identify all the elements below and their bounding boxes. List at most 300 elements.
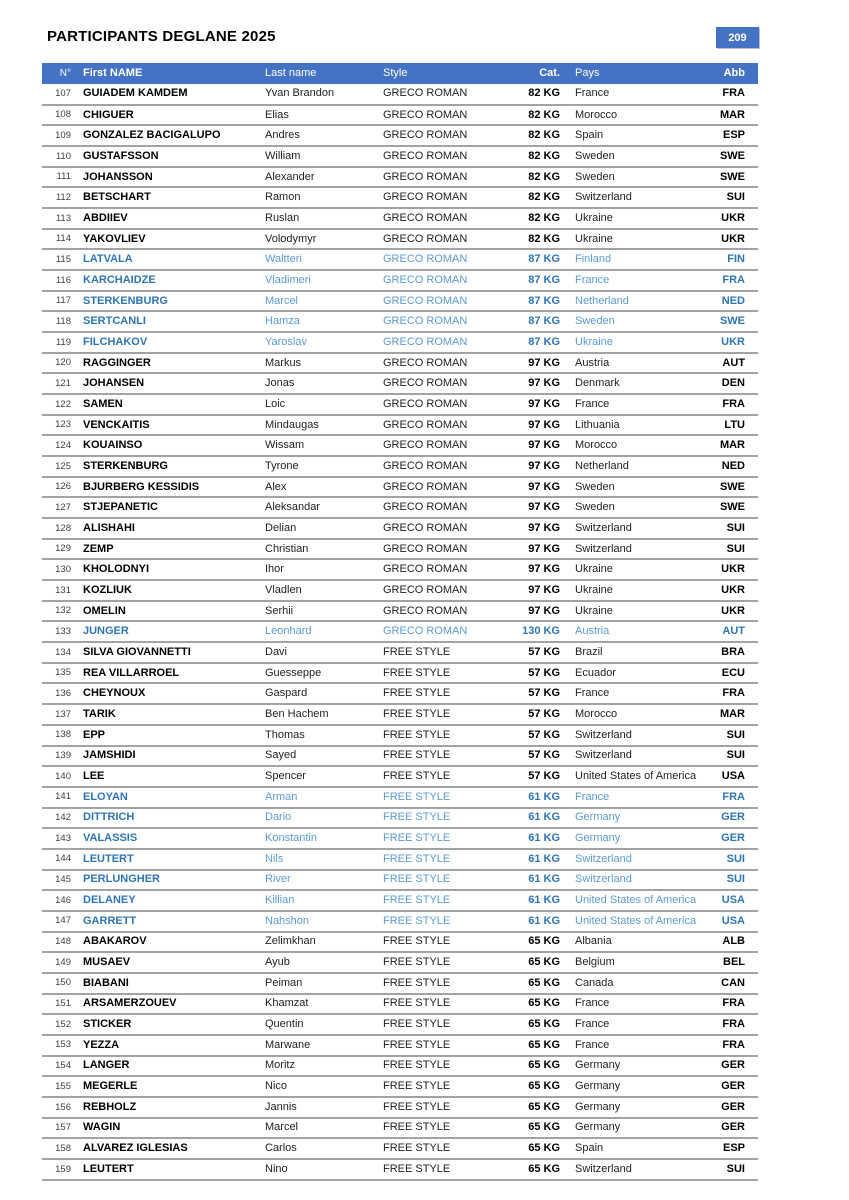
table-row <box>42 559 758 580</box>
last-name-cell: Loic <box>265 397 286 410</box>
country-cell: Ecuador <box>575 666 616 679</box>
first-name-cell: REA VILLARROEL <box>83 666 180 679</box>
participant-number-cell: 107 <box>55 88 71 100</box>
table-header-row <box>42 63 758 84</box>
country-cell: France <box>575 1038 610 1051</box>
participant-number-cell: 157 <box>55 1122 71 1134</box>
participant-number-cell: 127 <box>55 502 71 514</box>
table-row <box>42 725 758 746</box>
last-name-cell: Guesseppe <box>265 666 322 679</box>
country-cell: France <box>575 997 610 1010</box>
participant-number-cell: 121 <box>55 377 71 389</box>
first-name-cell: STERKENBURG <box>83 294 168 307</box>
last-name-cell: Ramon <box>265 191 301 204</box>
participant-number-cell: 144 <box>55 853 71 865</box>
country-abbrev-cell: MAR <box>719 108 745 121</box>
weight-category-cell: 97 KG <box>528 439 560 452</box>
style-cell: FREE STYLE <box>383 1059 451 1072</box>
table-row <box>42 621 758 642</box>
table-row <box>42 870 758 891</box>
table-row <box>42 539 758 560</box>
last-name-cell: Jonas <box>265 377 295 390</box>
country-abbrev-cell: UKR <box>721 211 745 224</box>
style-cell: GRECO ROMAN <box>383 315 468 328</box>
country-cell: Morocco <box>575 707 618 720</box>
style-cell: FREE STYLE <box>383 1018 451 1031</box>
country-abbrev-cell: ESP <box>722 1142 745 1155</box>
weight-category-cell: 57 KG <box>528 770 560 782</box>
weight-category-cell: 61 KG <box>528 914 560 927</box>
table-row <box>42 105 758 126</box>
first-name-cell: LEE <box>83 770 105 782</box>
last-name-cell: Waltteri <box>265 253 302 266</box>
table-row <box>42 766 758 787</box>
country-cell: Sweden <box>575 315 615 328</box>
participant-number-cell: 129 <box>55 543 71 555</box>
style-cell: FREE STYLE <box>383 749 451 762</box>
country-abbrev-cell: SUI <box>726 521 745 534</box>
weight-category-cell: 97 KG <box>528 604 560 617</box>
style-cell: GRECO ROMAN <box>383 108 468 121</box>
weight-category-cell: 87 KG <box>528 273 560 286</box>
last-name-cell: Peiman <box>265 976 303 989</box>
first-name-cell: KARCHAIDZE <box>83 273 156 286</box>
first-name-cell: KOZLIUK <box>83 583 132 596</box>
last-name-cell: Marcel <box>265 1121 299 1134</box>
style-cell: GRECO ROMAN <box>383 211 468 224</box>
country-abbrev-cell: NED <box>721 459 745 472</box>
weight-category-cell: 87 KG <box>528 335 560 348</box>
first-name-cell: STERKENBURG <box>83 459 168 472</box>
country-cell: France <box>575 397 610 410</box>
country-cell: Germany <box>575 1080 621 1093</box>
table-row <box>42 808 758 829</box>
country-abbrev-cell: SWE <box>719 170 745 183</box>
country-abbrev-cell: FRA <box>722 997 745 1010</box>
style-cell: GRECO ROMAN <box>383 170 468 183</box>
weight-category-cell: 61 KG <box>528 894 560 907</box>
country-abbrev-cell: SUI <box>726 191 745 204</box>
style-cell: GRECO ROMAN <box>383 604 468 617</box>
country-abbrev-cell: GER <box>721 1080 745 1093</box>
first-name-cell: VALASSIS <box>83 832 138 845</box>
participant-number-cell: 124 <box>55 440 71 451</box>
participant-number-cell: 114 <box>55 233 71 245</box>
weight-category-cell: 82 KG <box>528 149 560 162</box>
style-cell: FREE STYLE <box>383 894 451 907</box>
country-cell: Ukraine <box>575 604 613 617</box>
table-row <box>42 1097 758 1118</box>
weight-category-cell: 82 KG <box>528 108 560 121</box>
country-abbrev-cell: FRA <box>722 397 745 410</box>
weight-category-cell: 57 KG <box>528 645 560 658</box>
country-abbrev-cell: FRA <box>722 1018 745 1031</box>
weight-category-cell: 65 KG <box>528 1100 560 1113</box>
last-name-cell: Ayub <box>265 956 290 969</box>
style-cell: FREE STYLE <box>383 832 451 845</box>
country-abbrev-cell: SUI <box>726 873 745 886</box>
style-cell: FREE STYLE <box>383 1038 451 1051</box>
weight-category-cell: 97 KG <box>528 377 560 390</box>
participants-table-body <box>42 84 758 1180</box>
table-row <box>42 601 758 622</box>
participant-number-cell: 120 <box>55 357 71 369</box>
country-cell: United States of America <box>575 894 697 907</box>
country-abbrev-cell: UKR <box>721 335 745 348</box>
style-cell: GRECO ROMAN <box>383 253 468 266</box>
table-row <box>42 683 758 704</box>
last-name-cell: Nahshon <box>265 914 310 927</box>
country-abbrev-cell: FRA <box>722 1038 745 1051</box>
last-name-cell: Markus <box>265 356 302 369</box>
country-cell: Germany <box>575 811 621 824</box>
table-row <box>42 125 758 146</box>
country-cell: Denmark <box>575 377 620 390</box>
table-row <box>42 332 758 353</box>
participant-number-cell: 118 <box>55 315 71 327</box>
country-abbrev-cell: ESP <box>722 129 745 142</box>
participant-number-cell: 119 <box>55 336 71 348</box>
last-name-cell: Mindaugas <box>265 418 319 431</box>
style-cell: GRECO ROMAN <box>383 273 468 286</box>
participant-number-cell: 152 <box>55 1018 71 1030</box>
style-cell: GRECO ROMAN <box>383 542 468 555</box>
country-abbrev-cell: SUI <box>726 542 745 555</box>
first-name-cell: GUSTAFSSON <box>83 149 159 162</box>
participant-number-cell: 154 <box>55 1060 71 1072</box>
weight-category-cell: 65 KG <box>528 976 560 989</box>
country-cell: Germany <box>575 1059 621 1072</box>
weight-category-cell: 97 KG <box>528 583 560 596</box>
country-cell: Switzerland <box>575 728 632 741</box>
last-name-cell: River <box>265 873 291 886</box>
participant-number-cell: 117 <box>55 295 71 307</box>
table-row <box>42 249 758 270</box>
country-cell: Spain <box>575 1142 604 1155</box>
table-row <box>42 208 758 229</box>
country-cell: Switzerland <box>575 873 632 886</box>
participant-number-cell: 148 <box>55 936 71 948</box>
weight-category-cell: 82 KG <box>528 191 560 204</box>
last-name-cell: Konstantin <box>265 832 317 845</box>
table-row <box>42 952 758 973</box>
country-cell: United States of America <box>575 770 697 782</box>
first-name-cell: JOHANSEN <box>83 377 145 390</box>
last-name-cell: Davi <box>265 645 288 658</box>
country-cell: Ukraine <box>575 211 613 224</box>
first-name-cell: BIABANI <box>83 976 129 989</box>
country-cell: France <box>575 1018 610 1031</box>
country-abbrev-cell: SWE <box>719 501 745 514</box>
weight-category-cell: 65 KG <box>528 1080 560 1093</box>
country-cell: Switzerland <box>575 1162 632 1175</box>
country-cell: Sweden <box>575 480 615 493</box>
first-name-cell: ZEMP <box>83 542 114 555</box>
country-cell: Switzerland <box>575 521 632 534</box>
last-name-cell: Ihor <box>265 563 284 576</box>
style-cell: FREE STYLE <box>383 1121 451 1134</box>
participant-number-cell: 138 <box>55 729 71 741</box>
participant-number-cell: 151 <box>55 998 71 1010</box>
table-row <box>42 229 758 250</box>
weight-category-cell: 57 KG <box>528 728 560 741</box>
style-cell: FREE STYLE <box>383 914 451 927</box>
participant-number-cell: 110 <box>55 150 71 162</box>
first-name-cell: ABDIIEV <box>83 211 128 224</box>
table-row <box>42 580 758 601</box>
participants-table <box>42 63 758 1181</box>
first-name-cell: LANGER <box>83 1059 130 1072</box>
last-name-cell: Zelimkhan <box>265 935 316 948</box>
table-row <box>42 994 758 1015</box>
table-row <box>42 373 758 394</box>
country-abbrev-cell: GER <box>721 1121 745 1134</box>
last-name-cell: Ruslan <box>265 211 300 224</box>
country-cell: Lithuania <box>575 418 620 431</box>
table-row <box>42 456 758 477</box>
weight-category-cell: 65 KG <box>528 1038 560 1051</box>
style-cell: FREE STYLE <box>383 790 451 803</box>
page-title: PARTICIPANTS DEGLANE 2025 <box>47 28 276 45</box>
first-name-cell: OMELIN <box>83 604 126 617</box>
weight-category-cell: 61 KG <box>528 873 560 886</box>
table-row <box>42 1014 758 1035</box>
weight-category-cell: 57 KG <box>528 707 560 720</box>
country-cell: Switzerland <box>575 749 632 762</box>
first-name-cell: SAMEN <box>83 397 123 410</box>
first-name-cell: JAMSHIDI <box>83 749 136 762</box>
table-row <box>42 849 758 870</box>
last-name-cell: Gaspard <box>265 687 308 700</box>
last-name-cell: Marwane <box>265 1038 311 1051</box>
table-row <box>42 415 758 436</box>
first-name-cell: DITTRICH <box>83 811 135 824</box>
country-abbrev-cell: GER <box>721 1100 745 1113</box>
weight-category-cell: 61 KG <box>528 832 560 845</box>
style-cell: GRECO ROMAN <box>383 377 468 390</box>
style-cell: FREE STYLE <box>383 852 451 865</box>
country-abbrev-cell: UKR <box>721 604 745 617</box>
weight-category-cell: 97 KG <box>528 459 560 472</box>
country-abbrev-cell: FRA <box>722 790 745 803</box>
table-row <box>42 911 758 932</box>
participant-number-cell: 128 <box>55 522 71 534</box>
table-row <box>42 890 758 911</box>
country-cell: Finland <box>575 253 612 266</box>
participant-number-cell: 109 <box>55 129 71 141</box>
country-cell: Switzerland <box>575 542 632 555</box>
weight-category-cell: 130 KG <box>522 625 560 638</box>
country-abbrev-cell: USA <box>721 770 745 782</box>
country-cell: Austria <box>575 625 610 638</box>
style-cell: GRECO ROMAN <box>383 501 468 514</box>
country-abbrev-cell: BEL <box>723 956 745 969</box>
last-name-cell: Christian <box>265 542 309 555</box>
first-name-cell: GUIADEM KAMDEM <box>83 87 188 100</box>
style-cell: GRECO ROMAN <box>383 294 468 307</box>
style-cell: FREE STYLE <box>383 1080 451 1093</box>
last-name-cell: Nino <box>265 1162 288 1175</box>
last-name-cell: Delian <box>265 521 297 534</box>
country-cell: Brazil <box>575 645 603 658</box>
country-cell: Austria <box>575 356 610 369</box>
last-name-cell: Thomas <box>265 728 305 741</box>
country-abbrev-cell: SUI <box>726 728 745 741</box>
participant-number-cell: 136 <box>55 688 71 700</box>
first-name-cell: RAGGINGER <box>83 356 151 369</box>
style-cell: GRECO ROMAN <box>383 480 468 493</box>
first-name-cell: ABAKAROV <box>83 935 147 948</box>
first-name-cell: LEUTERT <box>83 1162 134 1175</box>
first-name-cell: KOUAINSO <box>83 439 143 452</box>
participant-number-cell: 147 <box>55 915 71 927</box>
weight-category-cell: 65 KG <box>528 1121 560 1134</box>
column-header-number: N° <box>42 63 76 84</box>
first-name-cell: MUSAEV <box>83 956 131 969</box>
country-cell: Belgium <box>575 956 615 969</box>
participant-number-cell: 140 <box>55 770 71 782</box>
style-cell: FREE STYLE <box>383 935 451 948</box>
column-header-category: Cat. <box>494 63 565 84</box>
first-name-cell: BETSCHART <box>83 191 151 204</box>
style-cell: GRECO ROMAN <box>383 439 468 452</box>
weight-category-cell: 97 KG <box>528 356 560 369</box>
country-abbrev-cell: CAN <box>721 976 745 989</box>
weight-category-cell: 97 KG <box>528 563 560 576</box>
country-abbrev-cell: UKR <box>721 583 745 596</box>
participant-number-cell: 123 <box>55 419 71 431</box>
country-cell: Ukraine <box>575 563 613 576</box>
country-abbrev-cell: SUI <box>726 749 745 762</box>
participant-number-cell: 158 <box>55 1142 71 1154</box>
participant-number-cell: 112 <box>55 191 71 203</box>
country-abbrev-cell: MAR <box>719 439 745 452</box>
last-name-cell: Aleksandar <box>265 501 321 514</box>
last-name-cell: Vladimeri <box>265 273 311 286</box>
country-cell: Spain <box>575 129 604 142</box>
first-name-cell: TARIK <box>83 707 116 720</box>
country-cell: Germany <box>575 1121 621 1134</box>
first-name-cell: PERLUNGHER <box>83 873 161 886</box>
last-name-cell: Carlos <box>265 1142 297 1155</box>
weight-category-cell: 97 KG <box>528 480 560 493</box>
country-cell: Ukraine <box>575 583 613 596</box>
country-cell: Morocco <box>575 108 618 121</box>
table-row <box>42 828 758 849</box>
last-name-cell: Vladlen <box>265 583 302 596</box>
first-name-cell: STJEPANETIC <box>83 501 158 514</box>
table-row <box>42 1138 758 1159</box>
last-name-cell: Alexander <box>265 170 315 183</box>
style-cell: FREE STYLE <box>383 728 451 741</box>
weight-category-cell: 87 KG <box>528 294 560 307</box>
country-abbrev-cell: FRA <box>722 687 745 700</box>
first-name-cell: ALISHAHI <box>83 521 135 534</box>
style-cell: GRECO ROMAN <box>383 87 468 100</box>
style-cell: GRECO ROMAN <box>383 521 468 534</box>
country-abbrev-cell: FRA <box>722 87 745 100</box>
table-row <box>42 435 758 456</box>
page-number-badge: 209 <box>716 27 759 48</box>
first-name-cell: GARRETT <box>83 914 137 927</box>
country-cell: Switzerland <box>575 852 632 865</box>
participant-number-cell: 143 <box>55 832 71 844</box>
last-name-cell: Moritz <box>265 1059 295 1072</box>
country-abbrev-cell: ECU <box>721 666 745 679</box>
table-row <box>42 311 758 332</box>
style-cell: FREE STYLE <box>383 687 451 700</box>
style-cell: GRECO ROMAN <box>383 335 468 348</box>
country-cell: Ukraine <box>575 232 613 245</box>
country-cell: Switzerland <box>575 191 632 204</box>
participant-number-cell: 159 <box>55 1163 71 1175</box>
participant-number-cell: 145 <box>55 874 71 886</box>
weight-category-cell: 57 KG <box>528 749 560 762</box>
participant-number-cell: 133 <box>55 626 71 638</box>
country-abbrev-cell: USA <box>721 914 745 927</box>
table-row <box>42 270 758 291</box>
first-name-cell: GONZALEZ BACIGALUPO <box>83 129 221 142</box>
country-abbrev-cell: USA <box>721 894 745 907</box>
participant-number-cell: 134 <box>55 646 71 658</box>
weight-category-cell: 61 KG <box>528 811 560 824</box>
last-name-cell: William <box>265 149 301 162</box>
country-abbrev-cell: SWE <box>719 149 745 162</box>
participant-number-cell: 146 <box>55 894 71 906</box>
country-cell: Sweden <box>575 149 615 162</box>
participant-number-cell: 142 <box>55 812 71 824</box>
first-name-cell: YAKOVLIEV <box>83 232 146 245</box>
table-row <box>42 1076 758 1097</box>
country-cell: Sweden <box>575 170 615 183</box>
style-cell: FREE STYLE <box>383 873 451 886</box>
country-cell: Netherland <box>575 459 629 472</box>
table-row <box>42 518 758 539</box>
country-abbrev-cell: SUI <box>726 1162 745 1175</box>
first-name-cell: WAGIN <box>83 1121 121 1134</box>
participant-number-cell: 137 <box>55 708 71 720</box>
weight-category-cell: 97 KG <box>528 501 560 514</box>
table-row <box>42 704 758 725</box>
weight-category-cell: 97 KG <box>528 397 560 410</box>
style-cell: GRECO ROMAN <box>383 625 468 638</box>
country-cell: Sweden <box>575 501 615 514</box>
table-row <box>42 497 758 518</box>
table-row <box>42 394 758 415</box>
country-abbrev-cell: UKR <box>721 232 745 245</box>
weight-category-cell: 65 KG <box>528 1142 560 1155</box>
last-name-cell: Jannis <box>265 1100 297 1113</box>
style-cell: FREE STYLE <box>383 956 451 969</box>
last-name-cell: Wissam <box>265 439 305 452</box>
first-name-cell: MEGERLE <box>83 1080 138 1093</box>
last-name-cell: Quentin <box>265 1018 304 1031</box>
last-name-cell: Ben Hachem <box>265 707 329 720</box>
country-abbrev-cell: UKR <box>721 563 745 576</box>
table-row <box>42 1159 758 1180</box>
country-cell: France <box>575 687 610 700</box>
participant-number-cell: 141 <box>55 791 71 803</box>
participant-number-cell: 126 <box>55 481 71 493</box>
style-cell: GRECO ROMAN <box>383 149 468 162</box>
first-name-cell: LEUTERT <box>83 852 134 865</box>
last-name-cell: Volodymyr <box>265 232 317 245</box>
participant-number-cell: 130 <box>55 564 71 576</box>
table-row <box>42 146 758 167</box>
last-name-cell: Leonhard <box>265 625 312 638</box>
participant-number-cell: 108 <box>55 109 71 121</box>
country-cell: United States of America <box>575 914 697 927</box>
